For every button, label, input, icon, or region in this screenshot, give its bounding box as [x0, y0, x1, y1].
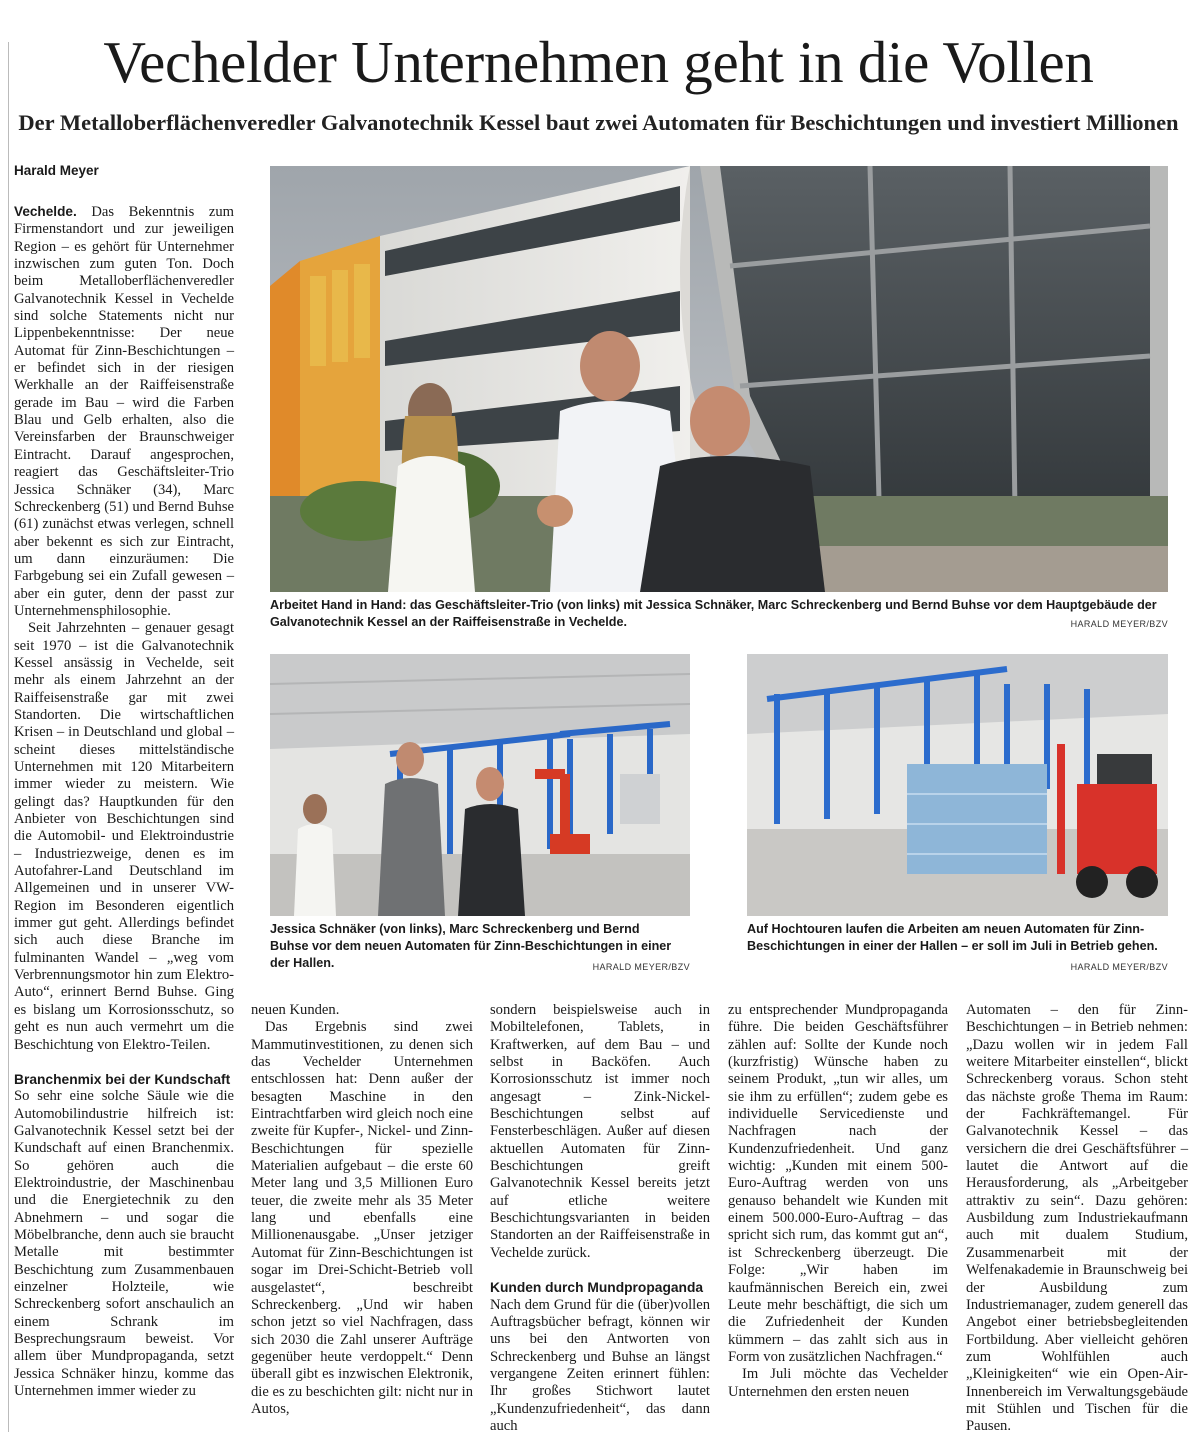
paragraph: sondern beispielsweise auch in Mobiltelefonen, Tablets, in Kraftwerken, auf dem Bau – und selbst in Backöfen. Auch Korrosionsschutz ist immer noch angesagt – Zink-Nickel-Beschichtungen selbst auf Fensterbeschlägen. Außer auf diesen aktuellen Automaten für Zinn-Beschichtungen greift Galvanotechnik Kessel bereits jetzt auf etliche weitere Beschichtungsvarianten in beiden Standorten an der Raiffeisenstraße in Vechelde zurück.	[490, 1002, 710, 1261]
author-byline: Harald Meyer	[14, 163, 99, 178]
article-column-4	[728, 1002, 948, 1401]
article-column-2	[251, 1002, 473, 1418]
paragraph: Automaten – den für Zinn-Beschichtungen – in Betrieb nehmen: „Dazu wollen wir in jedem Fall weitere Mitarbeiter einstellen“, blickt Schreckenberg voraus. Schon steht das nächste große Thema im Raum: der Fachkräftemangel. Für Galvanotechnik Kessel – das versichern die drei Geschäftsführer – lautet die Antwort auf die Herausforderung, als „Arbeitgeber attraktiv zu sein“. Dazu gehören: Ausbildung zum Industriekaufmann auch mit dualem Studium, Zusammenarbeit mit der Welfenakademie in Braunschweig bei der Ausbildung zum Industriemanager, zudem generell das Angebot einer betriebsbegleitenden Fortbildung. Aber vielleicht gehören zum Wohlfühlen auch „Kleinigkeiten“ wie ein Open-Air-Innenbereich im Verwaltungsgebäude mit Stühlen und Tischen für die Pausen.	[966, 1002, 1188, 1435]
paragraph: Im Juli möchte das Vechelder Unternehmen den ersten neuen	[728, 1366, 948, 1400]
hall-photo-left-credit: HARALD MEYER/BZV	[592, 962, 690, 972]
article-column-3	[490, 1002, 710, 1435]
left-column-rule	[8, 42, 9, 1432]
hall-photo-right-credit: HARALD MEYER/BZV	[1070, 962, 1168, 972]
paragraph: Nach dem Grund für die (über)vollen Auftragsbücher befragt, können wir uns bei den Antworten von Schreckenberg und Buhse an längst vergangene Zeiten erinnert fühlen: Ihr großes Stichwort lautet „Kundenzufriedenheit“, das dann auch	[490, 1296, 710, 1434]
section-heading: Kunden durch Mundpropaganda	[490, 1280, 704, 1296]
subheadline: Der Metalloberflächenveredler Galvanotechnik Kessel baut zwei Automaten für Beschichtungen und investiert Millionen	[18, 110, 1179, 135]
paragraph: Das Bekenntnis zum Firmenstandort und zur jeweiligen Region – es gehört für Unternehmer inzwischen zum guten Ton. Doch beim Metalloberflächenveredler Galvanotechnik Kessel in Vechelde sind solche Statements nicht nur Lippenbekenntnisse: Der neue Automat für Zinn-Beschichtungen – er befindet sich in der riesigen Werkhalle an der Raiffeisenstraße gerade im Bau – wird die Farben Blau und Gelb erhalten, also die Vereinsfarben der Braunschweiger Eintracht. Darauf angesprochen, reagiert das Geschäftsleiter-Trio Jessica Schnäker (34), Marc Schreckenberg (51) und Bernd Buhse (61) zunächst etwas verlegen, schnell aber bekennt es sich zur Eintracht, um dann einzuräumen: Die Farbgebung sei ein Zufall gewesen – aber ein guter, denn der passt zur Unternehmensphilosophie.	[14, 204, 234, 619]
paragraph: Seit Jahrzehnten – genauer gesagt seit 1970 – ist die Galvanotechnik Kessel ansässig in Vechelde, seit mehr als einem Jahrzehnt an der Raiffeisenstraße gar mit zwei Standorten. Die wirtschaftlichen Krisen – in Deutschland und global – scheint dieses mittelständische Unternehmen mit 120 Mitarbeitern immer wieder zu meistern. Wie gelingt das? Hauptkunden für den Anbieter von Beschichtungen sind die Automobil- und Elektroindustrie – Industriezweige, denen es im Autofahrer-Land Deutschland im Allgemeinen und in unserer VW-Region im Besonderen eigentlich immer gut geht. Allerdings befindet sich auch diese Branche im fulminanten Wandel – „weg vom Verbrennungsmotor hin zum Elektro-Auto“, erinnert Bernd Buhse. Ging es bislang um Korrosionsschutz, so geht es nun auch vermehrt um die Beschichtung von Elektro-Teilen.	[14, 620, 234, 1053]
paragraph: Das Ergebnis sind zwei Mammutinvestitionen, zu denen sich das Vechelder Unternehmen entschlossen hat: Denn außer der besagten Maschine in den Eintrachtfarben wird gleich noch eine zweite für Kupfer-, Nickel- und Zinn-Beschichtungen für spezielle Materialien aufgebaut – die erste 60 Meter lang und 3,5 Millionen Euro teuer, die zweite mehr als 35 Meter lang und ebenfalls eine Millionenausgabe. „Unser jetziger Automat für Zinn-Beschichtungen ist sogar im Drei-Schicht-Betrieb voll ausgelastet“, beschreibt Schreckenberg. „Und wir haben schon jetzt so viel Nachfragen, dass sich 2030 die Zahl unserer Aufträge gegenüber heute verdoppelt.“ Denn überall gibt es inzwischen Elektronik, die es zu beschichten gilt: nicht nur in Autos,	[251, 1019, 473, 1417]
article-column-5	[966, 1002, 1188, 1436]
hall-photo-left	[270, 654, 690, 916]
paragraph: zu entsprechender Mundpropaganda führe. Die beiden Geschäftsführer zählen auf: Sollte der Kunde noch (kurzfristig) Wünsche haben zu seinem Produkt, „tun wir alles, um sie ihm zu erfüllen“; zudem gebe es individuelle Servicedienste und Nachfragen nach der Kundenzufriedenheit. Und ganz wichtig: „Kunden mit einem 500-Euro-Auftrag werden von uns genauso behandelt wie Kunden mit einem 500.000-Euro-Auftrag – das spricht sich rum, das kommt gut an“, ist Schreckenberg überzeugt. Die Folge: „Wir haben im kaufmännischen Bereich ein, zwei Leute mehr beschäftigt, die sich um die Zufriedenheit der Kunden kümmern – das zahlt sich aus in Form von zusätzlichen Nachfragen.“	[728, 1002, 948, 1365]
article-column-1	[14, 203, 234, 1400]
hall-photo-right	[747, 654, 1168, 916]
paragraph: So sehr eine solche Säule wie die Automobilindustrie hilfreich ist: Galvanotechnik Kessel setzt bei der Kundschaft auf einen Branchenmix. So gehören auch die Elektroindustrie, der Maschinenbau und die Energietechnik zu den Abnehmern – und sogar die Möbelbranche, denn auch sie braucht Metalle mit bestimmter Beschichtung zum Zusammenbauen einzelner Holzteile, wie Schreckenberg sofort anschaulich an einem Schrank im Besprechungsraum beweist. Vor allem über Mundpropaganda, setzt Jessica Schnäker hinzu, komme das Unternehmen immer wieder zu	[14, 1088, 234, 1400]
dateline: Vechelde.	[14, 204, 77, 219]
hall-photo-left-caption: Jessica Schnäker (von links), Marc Schreckenberg und Bernd Buhse vor dem neuen Automaten für Zinn-Beschichtungen in einer der Hallen.	[270, 922, 672, 970]
paragraph: neuen Kunden.	[251, 1002, 340, 1018]
main-photo	[270, 166, 1168, 592]
main-photo-credit: HARALD MEYER/BZV	[1070, 619, 1168, 629]
section-heading: Branchenmix bei der Kundschaft	[14, 1071, 231, 1087]
headline: Vechelder Unternehmen geht in die Vollen	[103, 29, 1094, 95]
hall-photo-right-caption: Auf Hochtouren laufen die Arbeiten am neuen Automaten für Zinn-Beschichtungen in einer der Hallen – er soll im Juli in Betrieb gehen.	[747, 922, 1158, 953]
main-photo-caption: Arbeitet Hand in Hand: das Geschäftsleiter-Trio (von links) mit Jessica Schnäker, Marc Schreckenberg und Bernd Buhse vor dem Hauptgebäude der Galvanotechnik Kessel an der Raiffeisenstraße in Vechelde.	[270, 598, 1157, 629]
